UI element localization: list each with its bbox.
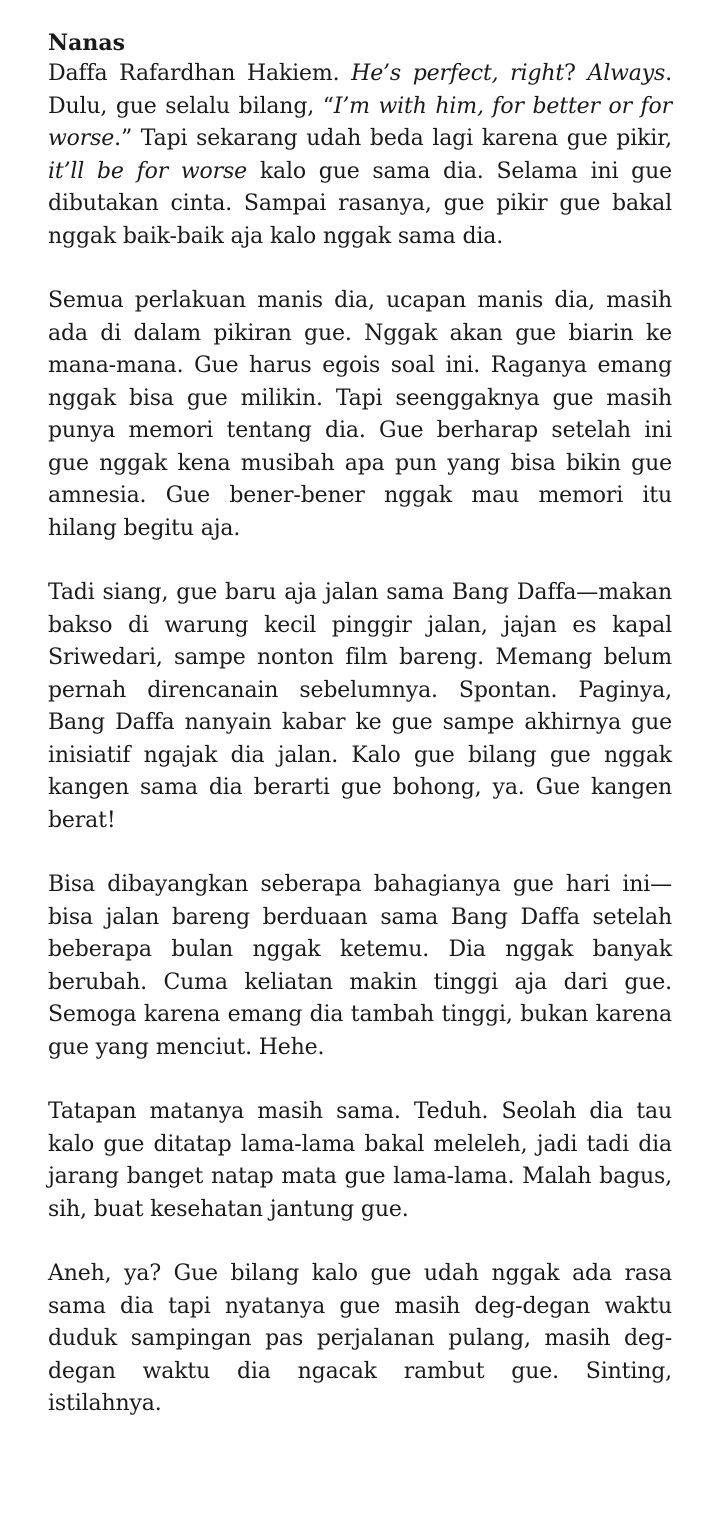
italic-text-segment: He’s perfect, right (351, 61, 565, 86)
italic-text-segment: Always (587, 61, 666, 86)
paragraph (48, 58, 672, 253)
text-segment: . Dulu, gue selalu bilang, “ (48, 61, 672, 119)
paragraph (48, 577, 672, 837)
text-segment: Semua perlakuan manis dia, ucapan manis dia, masih ada di dalam pikiran gue. Nggak akan gue biarin ke mana-mana. Gue harus egois soal ini. Raganya emang nggak bisa gue milikin. Tapi seenggaknya gue masih punya memori tentang dia. Gue berharap setelah ini gue nggak kena musibah apa pun yang bisa bikin gue amnesia. Gue bener-bener nggak mau memori itu hilang begitu aja. (48, 288, 672, 541)
paragraph (48, 1258, 672, 1421)
paragraph (48, 1096, 672, 1226)
chapter-title: Nanas (48, 30, 125, 56)
text-segment: ? (564, 61, 588, 86)
text-segment: kalo gue sama dia. Selama ini gue dibutakan cinta. Sampai rasanya, gue pikir gue bakal nggak baik-baik aja kalo nggak sama dia. (48, 158, 672, 249)
text-segment: Aneh, ya? Gue bilang kalo gue udah nggak ada rasa sama dia tapi nyatanya gue masih deg-degan waktu duduk sampingan pas perjalanan pulang, masih deg-degan waktu dia ngacak rambut gue. Sinting, istilahnya. (48, 1261, 672, 1416)
text-segment: Bisa dibayangkan seberapa bahagianya gue hari ini—bisa jalan bareng berduaan sama Bang Daffa setelah beberapa bulan nggak ketemu. Dia nggak banyak berubah. Cuma keliatan makin tinggi aja dari gue. Semoga karena emang dia tambah tinggi, bukan karena gue yang menciut. Hehe. (48, 872, 672, 1060)
text-segment: .” Tapi sekarang udah beda lagi karena gue pikir, (114, 126, 672, 151)
paragraph (48, 869, 672, 1064)
text-segment: Daffa Rafardhan Hakiem. (48, 61, 352, 86)
document-body (48, 58, 672, 1421)
paragraph (48, 285, 672, 545)
italic-text-segment: it’ll be for worse (48, 158, 248, 184)
text-segment: Tatapan matanya masih sama. Teduh. Seolah dia tau kalo gue ditatap lama-lama bakal meleleh, jadi tadi dia jarang banget natap mata gue lama-lama. Malah bagus, sih, buat kesehatan jantung gue. (48, 1099, 672, 1222)
text-segment: Tadi siang, gue baru aja jalan sama Bang Daffa—makan bakso di warung kecil pinggir jalan, jajan es kapal Sriwedari, sampe nonton film bareng. Memang belum pernah direncanain sebelumnya. Spontan. Paginya, Bang Daffa nanyain kabar ke gue sampe akhirnya gue inisiatif ngajak dia jalan. Kalo gue bilang gue nggak kangen sama dia berarti gue bohong, ya. Gue kangen berat! (48, 580, 672, 833)
italic-text-segment: I’m with him, for better or for worse (48, 93, 672, 151)
